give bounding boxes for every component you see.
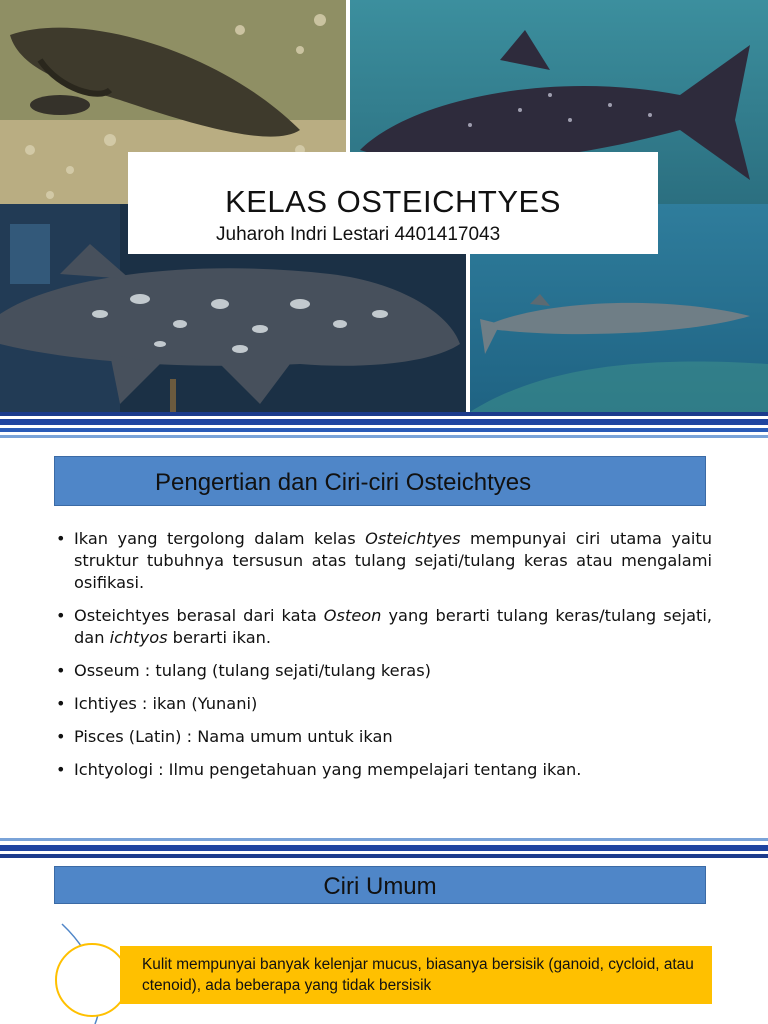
ciri-umum-text: Kulit mempunyai banyak kelenjar mucus, biasanya bersisik (ganoid, cycloid, atau ctenoid), ada beberapa yang tidak bersisik	[142, 956, 694, 994]
presentation-title: KELAS OSTEICHTYES	[225, 184, 561, 219]
bullet-list	[56, 528, 712, 792]
title-box	[128, 152, 658, 254]
list-item: • Pisces (Latin) : Nama umum untuk ikan	[56, 726, 712, 748]
presentation-subtitle: Juharoh Indri Lestari 4401417043	[216, 224, 501, 245]
divider-stripe	[0, 428, 768, 432]
ciri-umum-box	[120, 946, 712, 1004]
slide2-heading: Pengertian dan Ciri-ciri Osteichtyes	[155, 469, 532, 496]
slide3-heading-box	[54, 866, 706, 904]
divider-stripe	[0, 419, 768, 425]
list-item: • Ichtiyes : ikan (Yunani)	[56, 693, 712, 715]
divider-stripe	[0, 412, 768, 416]
list-item: • Osteichtyes berasal dari kata Osteon yang berarti tulang keras/tulang sejati, dan ichtyos berarti ikan.	[56, 605, 712, 649]
list-item: • Ichtyologi : Ilmu pengetahuan yang mempelajari tentang ikan.	[56, 759, 712, 781]
slide2-heading-box	[54, 456, 706, 506]
slide3-heading: Ciri Umum	[323, 873, 437, 900]
divider-stripe	[0, 845, 768, 851]
list-item: • Osseum : tulang (tulang sejati/tulang keras)	[56, 660, 712, 682]
divider-stripe	[0, 435, 768, 438]
list-item: • Ikan yang tergolong dalam kelas Osteichtyes mempunyai ciri utama yaitu struktur tubuhnya tersusun atas tulang sejati/tulang keras atau mengalami osifikasi.	[56, 528, 712, 594]
title-slide	[0, 0, 768, 442]
divider-stripe	[0, 854, 768, 858]
divider-stripe	[0, 838, 768, 841]
